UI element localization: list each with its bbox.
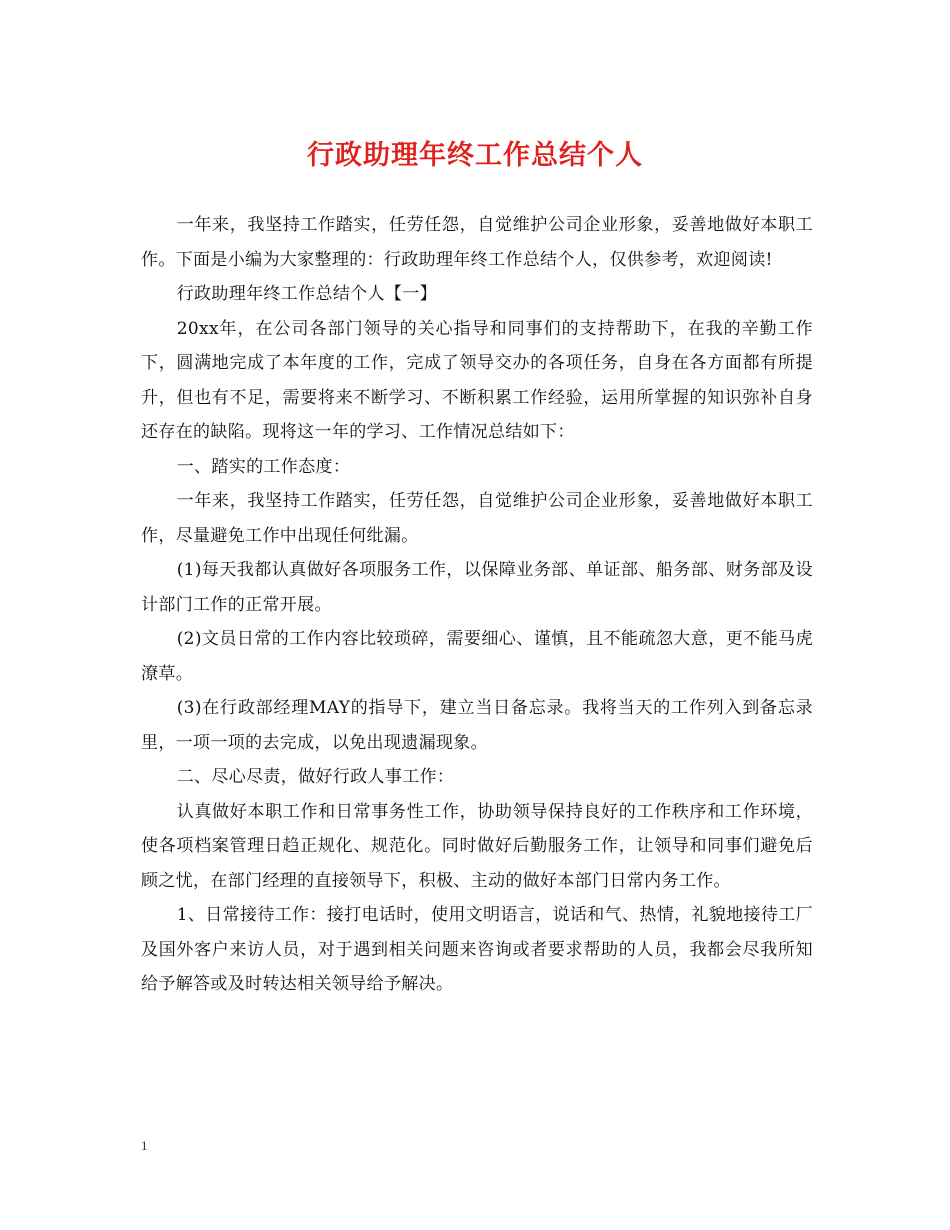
section-heading-one: 行政助理年终工作总结个人【一】 [176, 284, 437, 304]
list-item-1: (1)每天我都认真做好各项服务工作，以保障业务部、单证部、船务部、财务部及设计部门工作的正常开展。 [141, 560, 813, 615]
paragraph-intro: 一年来，我坚持工作踏实，任劳任怨，自觉维护公司企业形象，妥善地做好本职工作。下面是小编为大家整理的：行政助理年终工作总结个人，仅供参考，欢迎阅读! [141, 215, 813, 270]
paragraph-overview: 20xx年，在公司各部门领导的关心指导和同事们的支持帮助下，在我的辛勤工作下，圆满地完成了本年度的工作，完成了领导交办的各项任务，自身在各方面都有所提升，但也有不足，需要将来不断学习、不断积累工作经验，运用所掌握的知识弥补自身还存在的缺陷。现将这一年的学习、工作情况总结如下： [141, 318, 813, 442]
subheading-attitude: 一、踏实的工作态度： [176, 456, 351, 477]
paragraph-attitude: 一年来，我坚持工作踏实，任劳任怨，自觉维护公司企业形象，妥善地做好本职工作，尽量避免工作中出现任何纰漏。 [141, 491, 813, 546]
list-item-3: (3)在行政部经理MAY的指导下，建立当日备忘录。我将当天的工作列入到备忘录里，一项一项的去完成，以免出现遗漏现象。 [141, 698, 813, 753]
list-item-2: (2)文员日常的工作内容比较琐碎，需要细心、谨慎，且不能疏忽大意，更不能马虎潦草。 [141, 629, 813, 684]
document-body [141, 208, 813, 1002]
subheading-admin: 二、尽心尽责，做好行政人事工作： [176, 767, 455, 787]
paragraph-admin: 认真做好本职工作和日常事务性工作，协助领导保持良好的工作秩序和工作环境，使各项档案管理日趋正规化、规范化。同时做好后勤服务工作，让领导和同事们避免后顾之忧，在部门经理的直接领导下，积极、主动的做好本部门日常内务工作。 [141, 801, 813, 891]
paragraph-reception: 1、日常接待工作：接打电话时，使用文明语言，说话和气、热情，礼貌地接待工厂及国外客户来访人员，对于遇到相关问题来咨询或者要求帮助的人员，我都会尽我所知给予解答或及时转达相关领导给予解决。 [141, 905, 813, 994]
page-number: 1 [141, 1138, 148, 1153]
document-title: 行政助理年终工作总结个人 [307, 140, 643, 171]
